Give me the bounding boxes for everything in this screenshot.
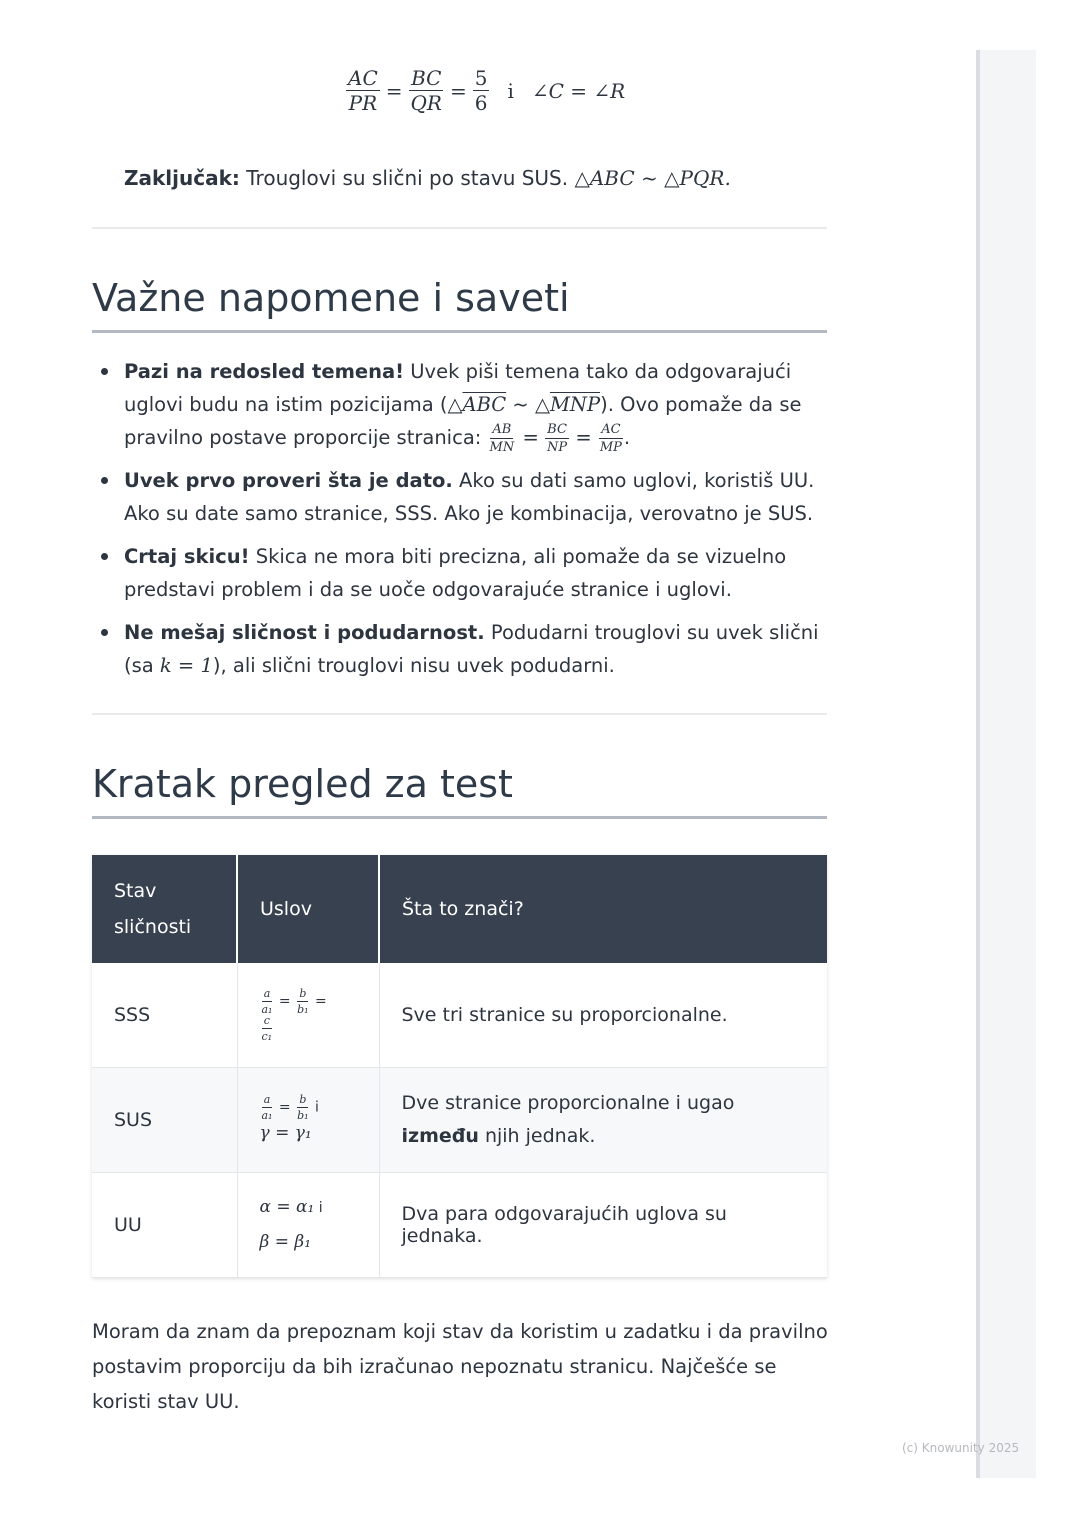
angle-condition: γ = γ₁	[259, 1123, 312, 1143]
denominator: MN	[489, 440, 515, 455]
equals-sign: =	[575, 426, 592, 449]
cell-stav: SSS	[92, 963, 237, 1068]
header-uslov: Uslov	[237, 855, 379, 963]
similar-symbol: ~	[512, 393, 529, 416]
equals-sign: =	[385, 78, 403, 103]
cell-uslov	[237, 1173, 379, 1278]
numerator: BC	[411, 66, 442, 90]
tip-bold: Crtaj skicu!	[124, 545, 250, 568]
numerator: b	[299, 1093, 307, 1106]
tip-text: ), ali slični trouglovi nisu uvek podudarni.	[212, 654, 615, 677]
table-row	[92, 1068, 827, 1173]
table-row	[92, 1173, 827, 1278]
equals-sign: =	[522, 426, 539, 449]
tip-bold: Ne mešaj sličnost i podudarnost.	[124, 621, 485, 644]
tip-text: Ako su dati samo uglovi, koristiš UU. Ako su date samo stranice, SSS. Ako je kombinacija, verovatno je SUS.	[124, 469, 815, 525]
numerator: AC	[601, 422, 621, 437]
numerator: AB	[492, 422, 512, 437]
section-title-napomene: Važne napomene i saveti	[92, 276, 827, 333]
numerator: b	[299, 987, 307, 1000]
meaning-text: njih jednak.	[484, 1125, 596, 1147]
conclusion	[124, 166, 731, 190]
fraction-bc-qr	[409, 68, 444, 113]
tip-bold: Uvek prvo proveri šta je dato.	[124, 469, 453, 492]
ratio-equation	[346, 68, 625, 113]
fraction	[260, 1094, 275, 1121]
conjunction: i	[315, 1099, 319, 1116]
fraction	[260, 988, 275, 1015]
period: .	[623, 426, 631, 449]
tip-math: k = 1	[159, 654, 213, 677]
triangle-symbol: △	[447, 393, 463, 416]
fraction-5-6	[473, 68, 490, 113]
tip-math: $\overline{MNP}$	[549, 393, 601, 416]
conclusion-math: △ABC ~ △PQR.	[574, 166, 731, 190]
right-sidebar	[976, 50, 1036, 1478]
table-row	[92, 963, 827, 1068]
angle-equality: ∠C = ∠R	[531, 78, 626, 103]
denominator: PR	[348, 91, 378, 115]
triangle-symbol: △	[534, 393, 550, 416]
tip-bold: Pazi na redosled temena!	[124, 360, 405, 383]
cell-stav: SUS	[92, 1068, 237, 1173]
denominator: NP	[546, 440, 568, 455]
fraction	[598, 423, 624, 454]
tip-text: Uvek piši temena tako da odgovarajući uglovi budu na istim pozicijama (	[124, 360, 792, 416]
denominator: a₁	[261, 1003, 273, 1016]
equals-sign: =	[278, 1099, 291, 1116]
tip-text: Skica ne mora biti precizna, ali pomaže da se vizuelno predstavi problem i da se uoče odgovarajuće stranice i uglovi.	[124, 545, 787, 601]
equals-sign: =	[449, 78, 467, 103]
cell-znacenje	[379, 1068, 827, 1173]
divider	[92, 227, 827, 229]
numerator: a	[263, 1093, 271, 1106]
table-header-row	[92, 855, 827, 963]
equals-sign: =	[278, 993, 291, 1010]
cell-uslov	[237, 963, 379, 1068]
fraction	[295, 1094, 310, 1121]
divider	[92, 713, 827, 715]
denominator: c₁	[261, 1030, 273, 1043]
numerator: 5	[474, 66, 488, 90]
fraction-ac-pr	[346, 68, 380, 113]
cell-uslov	[237, 1068, 379, 1173]
meaning-bold: između	[401, 1125, 479, 1147]
conclusion-text: Trouglovi su slični po stavu SUS.	[246, 166, 569, 190]
closing-paragraph: Moram da znam da prepoznam koji stav da koristim u zadatku i da pravilno postavim proporciju da bih izračunao nepoznatu stranicu. Najčešće se koristi stav UU.	[92, 1320, 828, 1413]
denominator: a₁	[261, 1109, 273, 1122]
numerator: a	[263, 987, 271, 1000]
conjunction: i	[318, 1200, 323, 1216]
header-stav: Stav sličnosti	[92, 855, 237, 963]
fraction	[545, 423, 569, 454]
header-znacenje: Šta to znači?	[379, 855, 827, 963]
denominator: MP	[599, 440, 622, 455]
fraction	[260, 1015, 275, 1042]
cell-stav: UU	[92, 1173, 237, 1278]
numerator: c	[263, 1014, 270, 1027]
cell-znacenje: Dva para odgovarajućih uglova su jednaka.	[379, 1173, 827, 1278]
meaning-text: Dve stranice proporcionalne i ugao	[401, 1092, 735, 1114]
list-item	[92, 616, 827, 682]
list-item	[92, 540, 827, 606]
tip-text: Podudarni trouglovi su uvek slični (sa	[124, 621, 819, 677]
list-item	[92, 464, 827, 530]
angle-condition: α = α₁	[259, 1197, 315, 1217]
denominator: b₁	[297, 1109, 309, 1122]
tip-text: ). Ovo pomaže da se pravilno postave proporcije stranica:	[124, 393, 802, 449]
equals-sign: =	[315, 993, 327, 1010]
list-item	[92, 355, 827, 454]
numerator: BC	[547, 422, 567, 437]
summary-table	[92, 855, 827, 1278]
watermark: (c) Knowunity 2025	[902, 1441, 1020, 1455]
fraction	[488, 423, 517, 454]
cell-znacenje: Sve tri stranice su proporcionalne.	[379, 963, 827, 1068]
denominator: 6	[474, 91, 488, 115]
fraction	[295, 988, 310, 1015]
conjunction: i	[507, 78, 514, 103]
tip-math: $\overline{ABC}$	[462, 393, 507, 416]
tips-list	[92, 355, 827, 692]
denominator: QR	[410, 91, 442, 115]
conclusion-label: Zaključak:	[124, 166, 240, 190]
section-title-pregled: Kratak pregled za test	[92, 762, 827, 819]
angle-condition: β = β₁	[259, 1232, 312, 1252]
numerator: AC	[348, 66, 378, 90]
denominator: b₁	[297, 1003, 309, 1016]
